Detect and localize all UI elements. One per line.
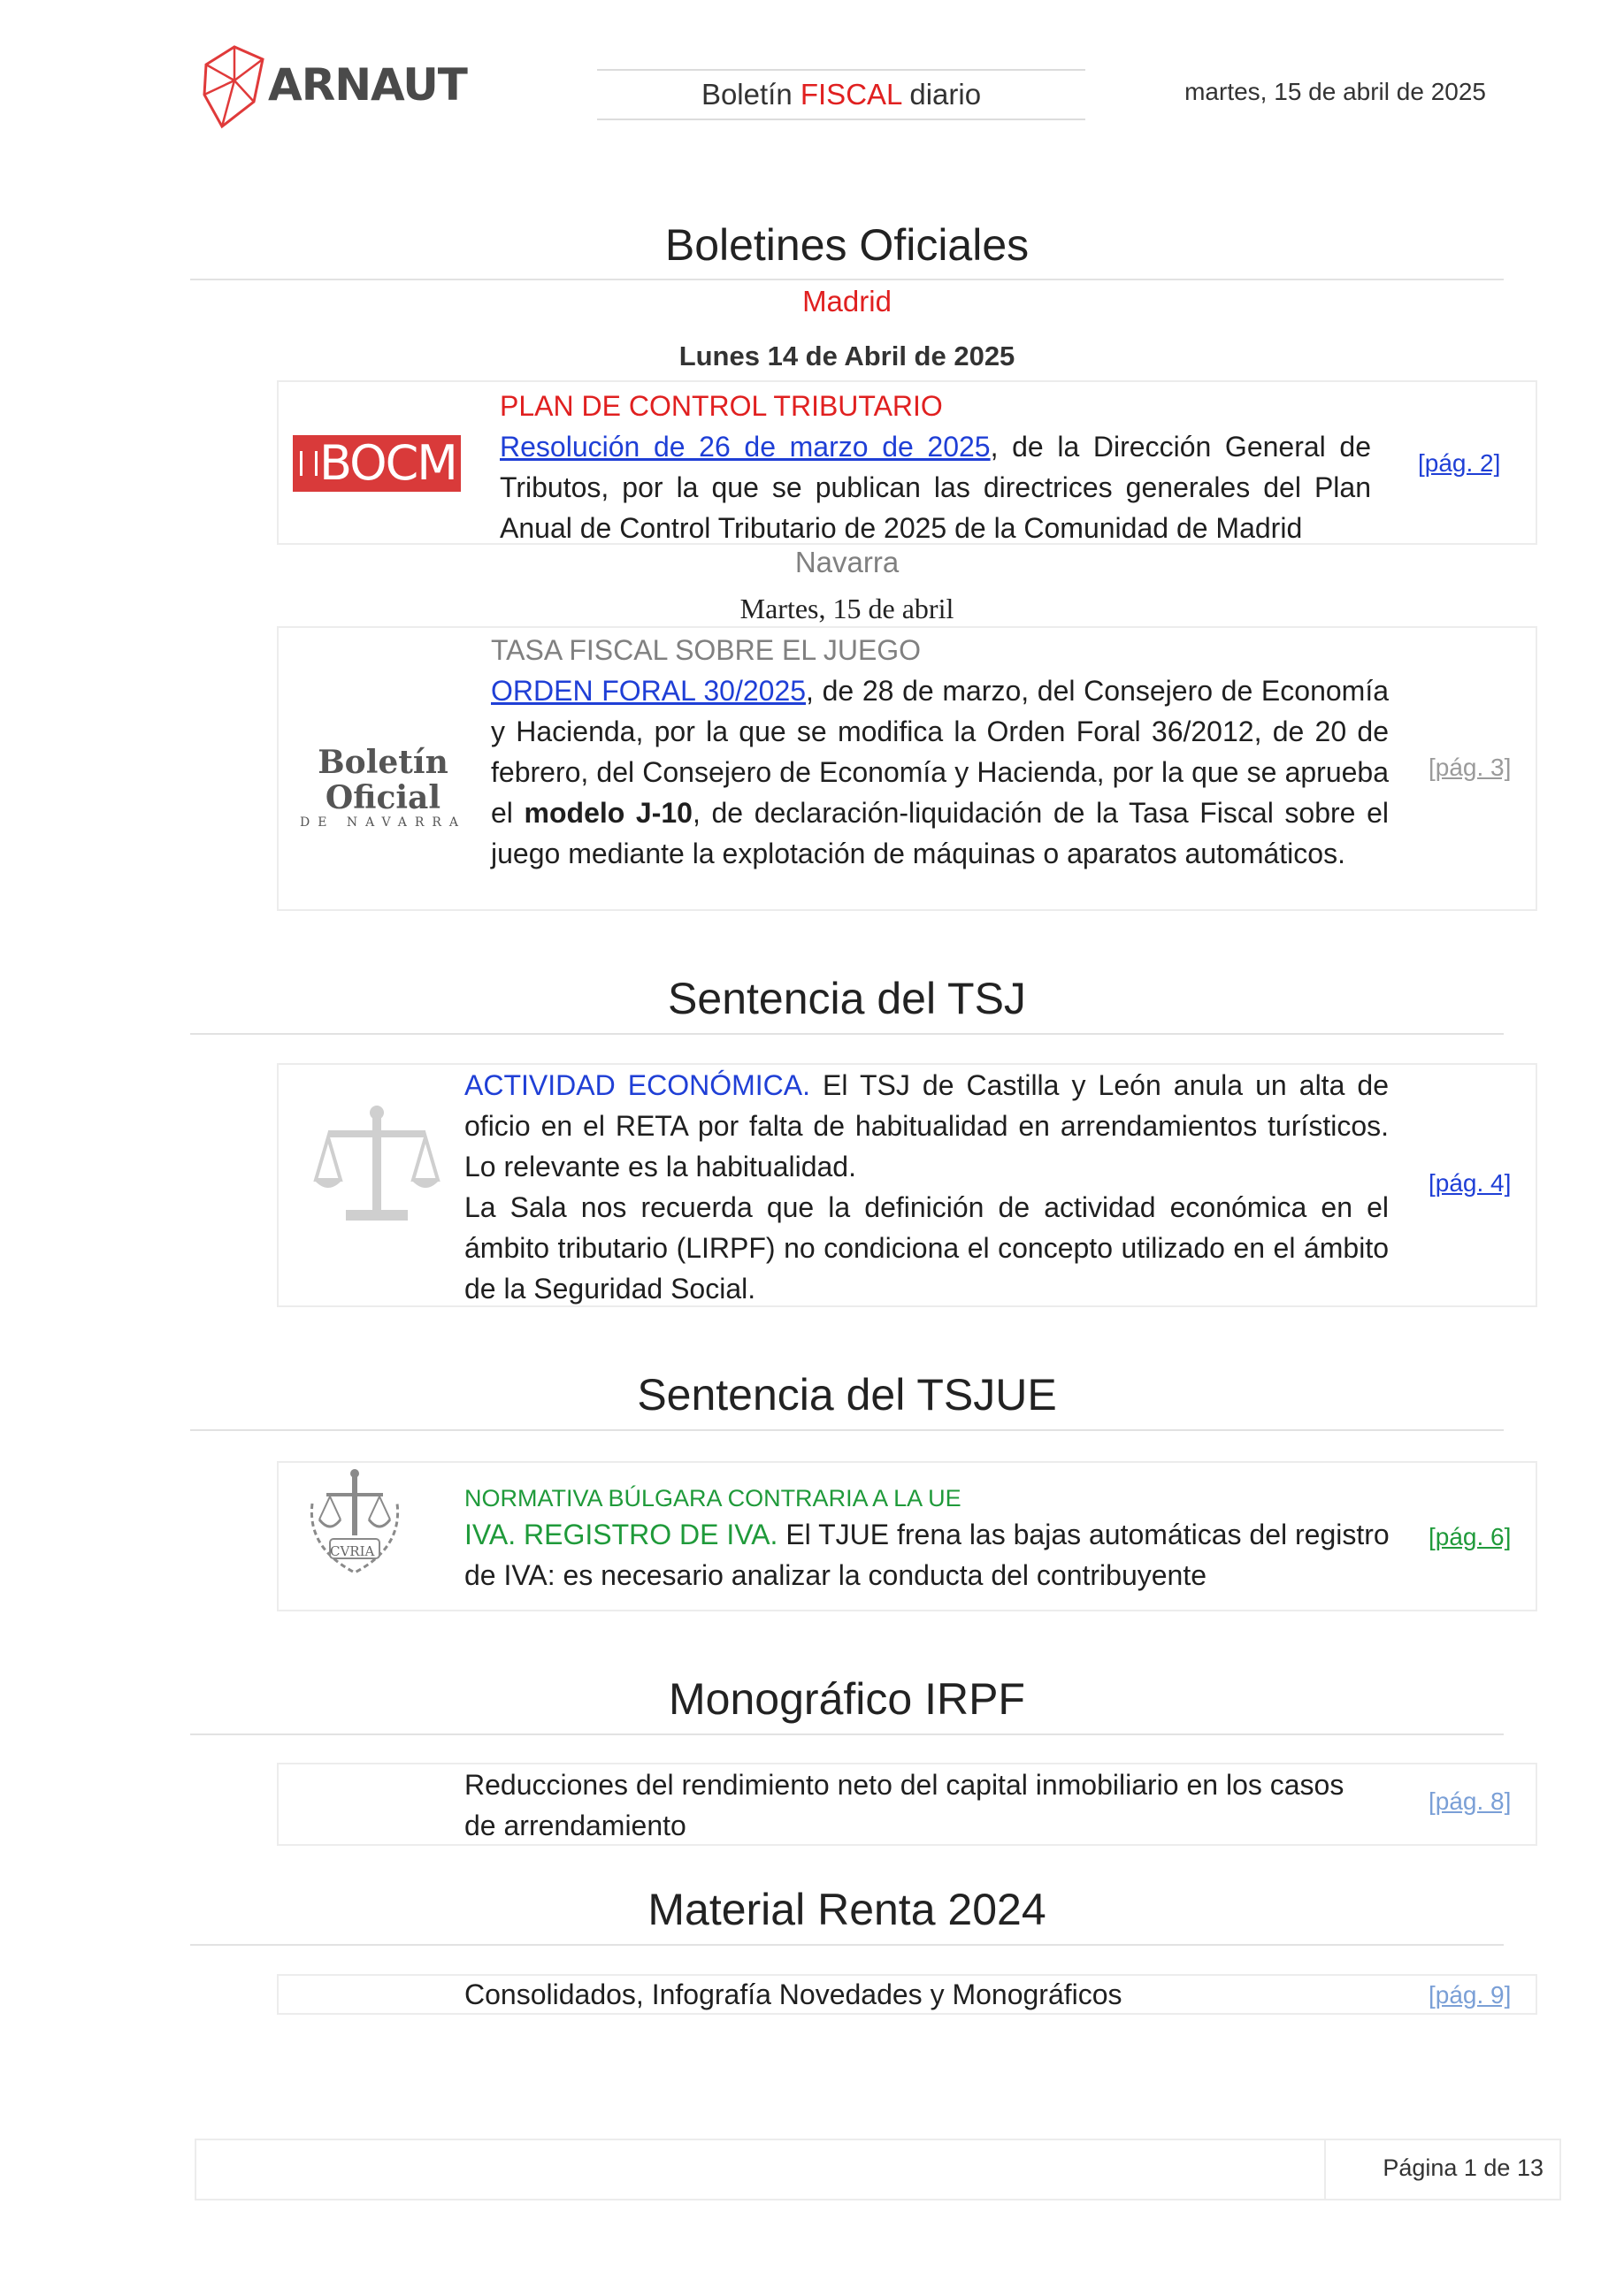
section-divider	[190, 1033, 1504, 1035]
card-madrid	[277, 380, 1537, 545]
renta-text: Consolidados, Infografía Novedades y Monográficos	[464, 1978, 1122, 2010]
navarra-text-b: , de declaración-liquidación de la Tasa Fiscal sobre el juego mediante la explotación de máquinas o aparatos automáticos.	[491, 797, 1390, 869]
section-title-boletines: Boletines Oficiales	[664, 220, 1030, 270]
bocm-logo	[293, 435, 461, 492]
scales-of-justice-icon	[310, 1100, 443, 1233]
footer-divider	[1324, 2140, 1326, 2199]
irpf-text: Reducciones del rendimiento neto del capital inmobiliario en los casos de arrendamiento	[464, 1769, 1344, 1841]
bulletin-highlight: FISCAL	[800, 78, 902, 111]
page-footer	[195, 2139, 1561, 2200]
navarra-category: TASA FISCAL SOBRE EL JUEGO	[491, 634, 922, 666]
bocm-logo-text: BOCM	[319, 435, 456, 491]
bulletin-prefix: Boletín	[701, 78, 801, 111]
curia-logo-text: CVRIA	[330, 1543, 375, 1559]
card-irpf	[277, 1763, 1537, 1846]
date-madrid: Lunes 14 de Abril de 2025	[678, 341, 1015, 371]
geometric-logo-icon	[199, 40, 270, 137]
tsjue-category-1: NORMATIVA BÚLGARA CONTRARIA A LA UE	[464, 1485, 961, 1512]
renta-page-link[interactable]: [pág. 9]	[1429, 1981, 1512, 2009]
section-divider	[190, 1944, 1504, 1946]
bulletin-title	[597, 69, 1085, 120]
card-tsjue	[277, 1461, 1537, 1611]
tsjue-body	[464, 1482, 1393, 1596]
section-divider	[190, 1429, 1504, 1431]
madrid-body	[500, 386, 1371, 548]
tsj-category: ACTIVIDAD ECONÓMICA.	[464, 1069, 810, 1101]
date-navarra: Martes, 15 de abril	[739, 593, 954, 624]
navarra-model-bold: modelo J-10	[524, 797, 693, 829]
madrid-stars-icon	[300, 451, 318, 476]
tsj-page-link[interactable]: [pág. 4]	[1429, 1169, 1512, 1197]
tsjue-text: El TJUE frena las bajas automáticas del registro de IVA: es necesario analizar la conducta del contribuyente	[464, 1519, 1390, 1591]
navarra-text-a: , de 28 de marzo, del Consejero de Economía y Hacienda, por la que se modifica la Orden Foral 36/2012, de 20 de febrero, del Consejero de Economía y Hacienda, por la que se aprueba el	[491, 675, 1389, 829]
tsj-body	[464, 1065, 1389, 1309]
section-divider	[190, 1733, 1504, 1735]
tsjue-page-link[interactable]: [pág. 6]	[1429, 1523, 1512, 1550]
arnaut-logo	[199, 40, 467, 137]
region-madrid: Madrid	[802, 285, 892, 318]
navarra-orden-link[interactable]: ORDEN FORAL 30/2025	[491, 675, 807, 707]
tsjue-category-2: IVA. REGISTRO DE IVA.	[464, 1519, 778, 1550]
tsj-text-1: El TSJ de Castilla y León anula un alta de oficio en el RETA por falta de habitualidad en arrendamientos turísticos. Lo relevante es la habitualidad.	[464, 1069, 1390, 1182]
bon-logo-line1: Boletín Oficial	[318, 744, 448, 816]
section-title-tsj: Sentencia del TSJ	[668, 974, 1026, 1023]
irpf-page-link[interactable]: [pág. 8]	[1429, 1787, 1512, 1815]
madrid-resolution-link[interactable]: Resolución de 26 de marzo de 2025	[500, 431, 991, 463]
section-title-renta: Material Renta 2024	[647, 1885, 1046, 1934]
tsj-text-2: La Sala nos recuerda que la definición de actividad económica en el ámbito tributario (LIRPF) no condiciona el concepto utilizado en el ámbito de la Seguridad Social.	[464, 1191, 1389, 1305]
curia-emblem-icon	[303, 1468, 406, 1578]
navarra-body	[491, 630, 1389, 874]
page-number: Página 1 de 13	[1383, 2154, 1544, 2181]
header-date: martes, 15 de abril de 2025	[1184, 78, 1486, 105]
region-navarra: Navarra	[794, 546, 900, 578]
card-renta	[277, 1974, 1537, 2015]
madrid-page-link[interactable]: [pág. 2]	[1418, 449, 1501, 477]
madrid-category: PLAN DE CONTROL TRIBUTARIO	[500, 390, 943, 422]
card-tsj	[277, 1063, 1537, 1307]
section-divider	[190, 279, 1504, 280]
madrid-text: , de la Dirección General de Tributos, por la que se publican las directrices generales del Plan Anual de Control Tributario de 2025 de la Comunidad de Madrid	[500, 431, 1372, 544]
bon-logo	[295, 745, 471, 830]
card-navarra	[277, 626, 1537, 911]
navarra-page-link[interactable]: [pág. 3]	[1429, 754, 1512, 781]
section-title-irpf: Monográfico IRPF	[669, 1674, 1025, 1724]
bulletin-suffix: diario	[901, 78, 982, 111]
section-title-tsjue: Sentencia del TSJUE	[637, 1370, 1057, 1420]
bon-logo-line2: DE NAVARRA	[299, 815, 467, 830]
logo-text: ARNAUT	[268, 59, 467, 111]
